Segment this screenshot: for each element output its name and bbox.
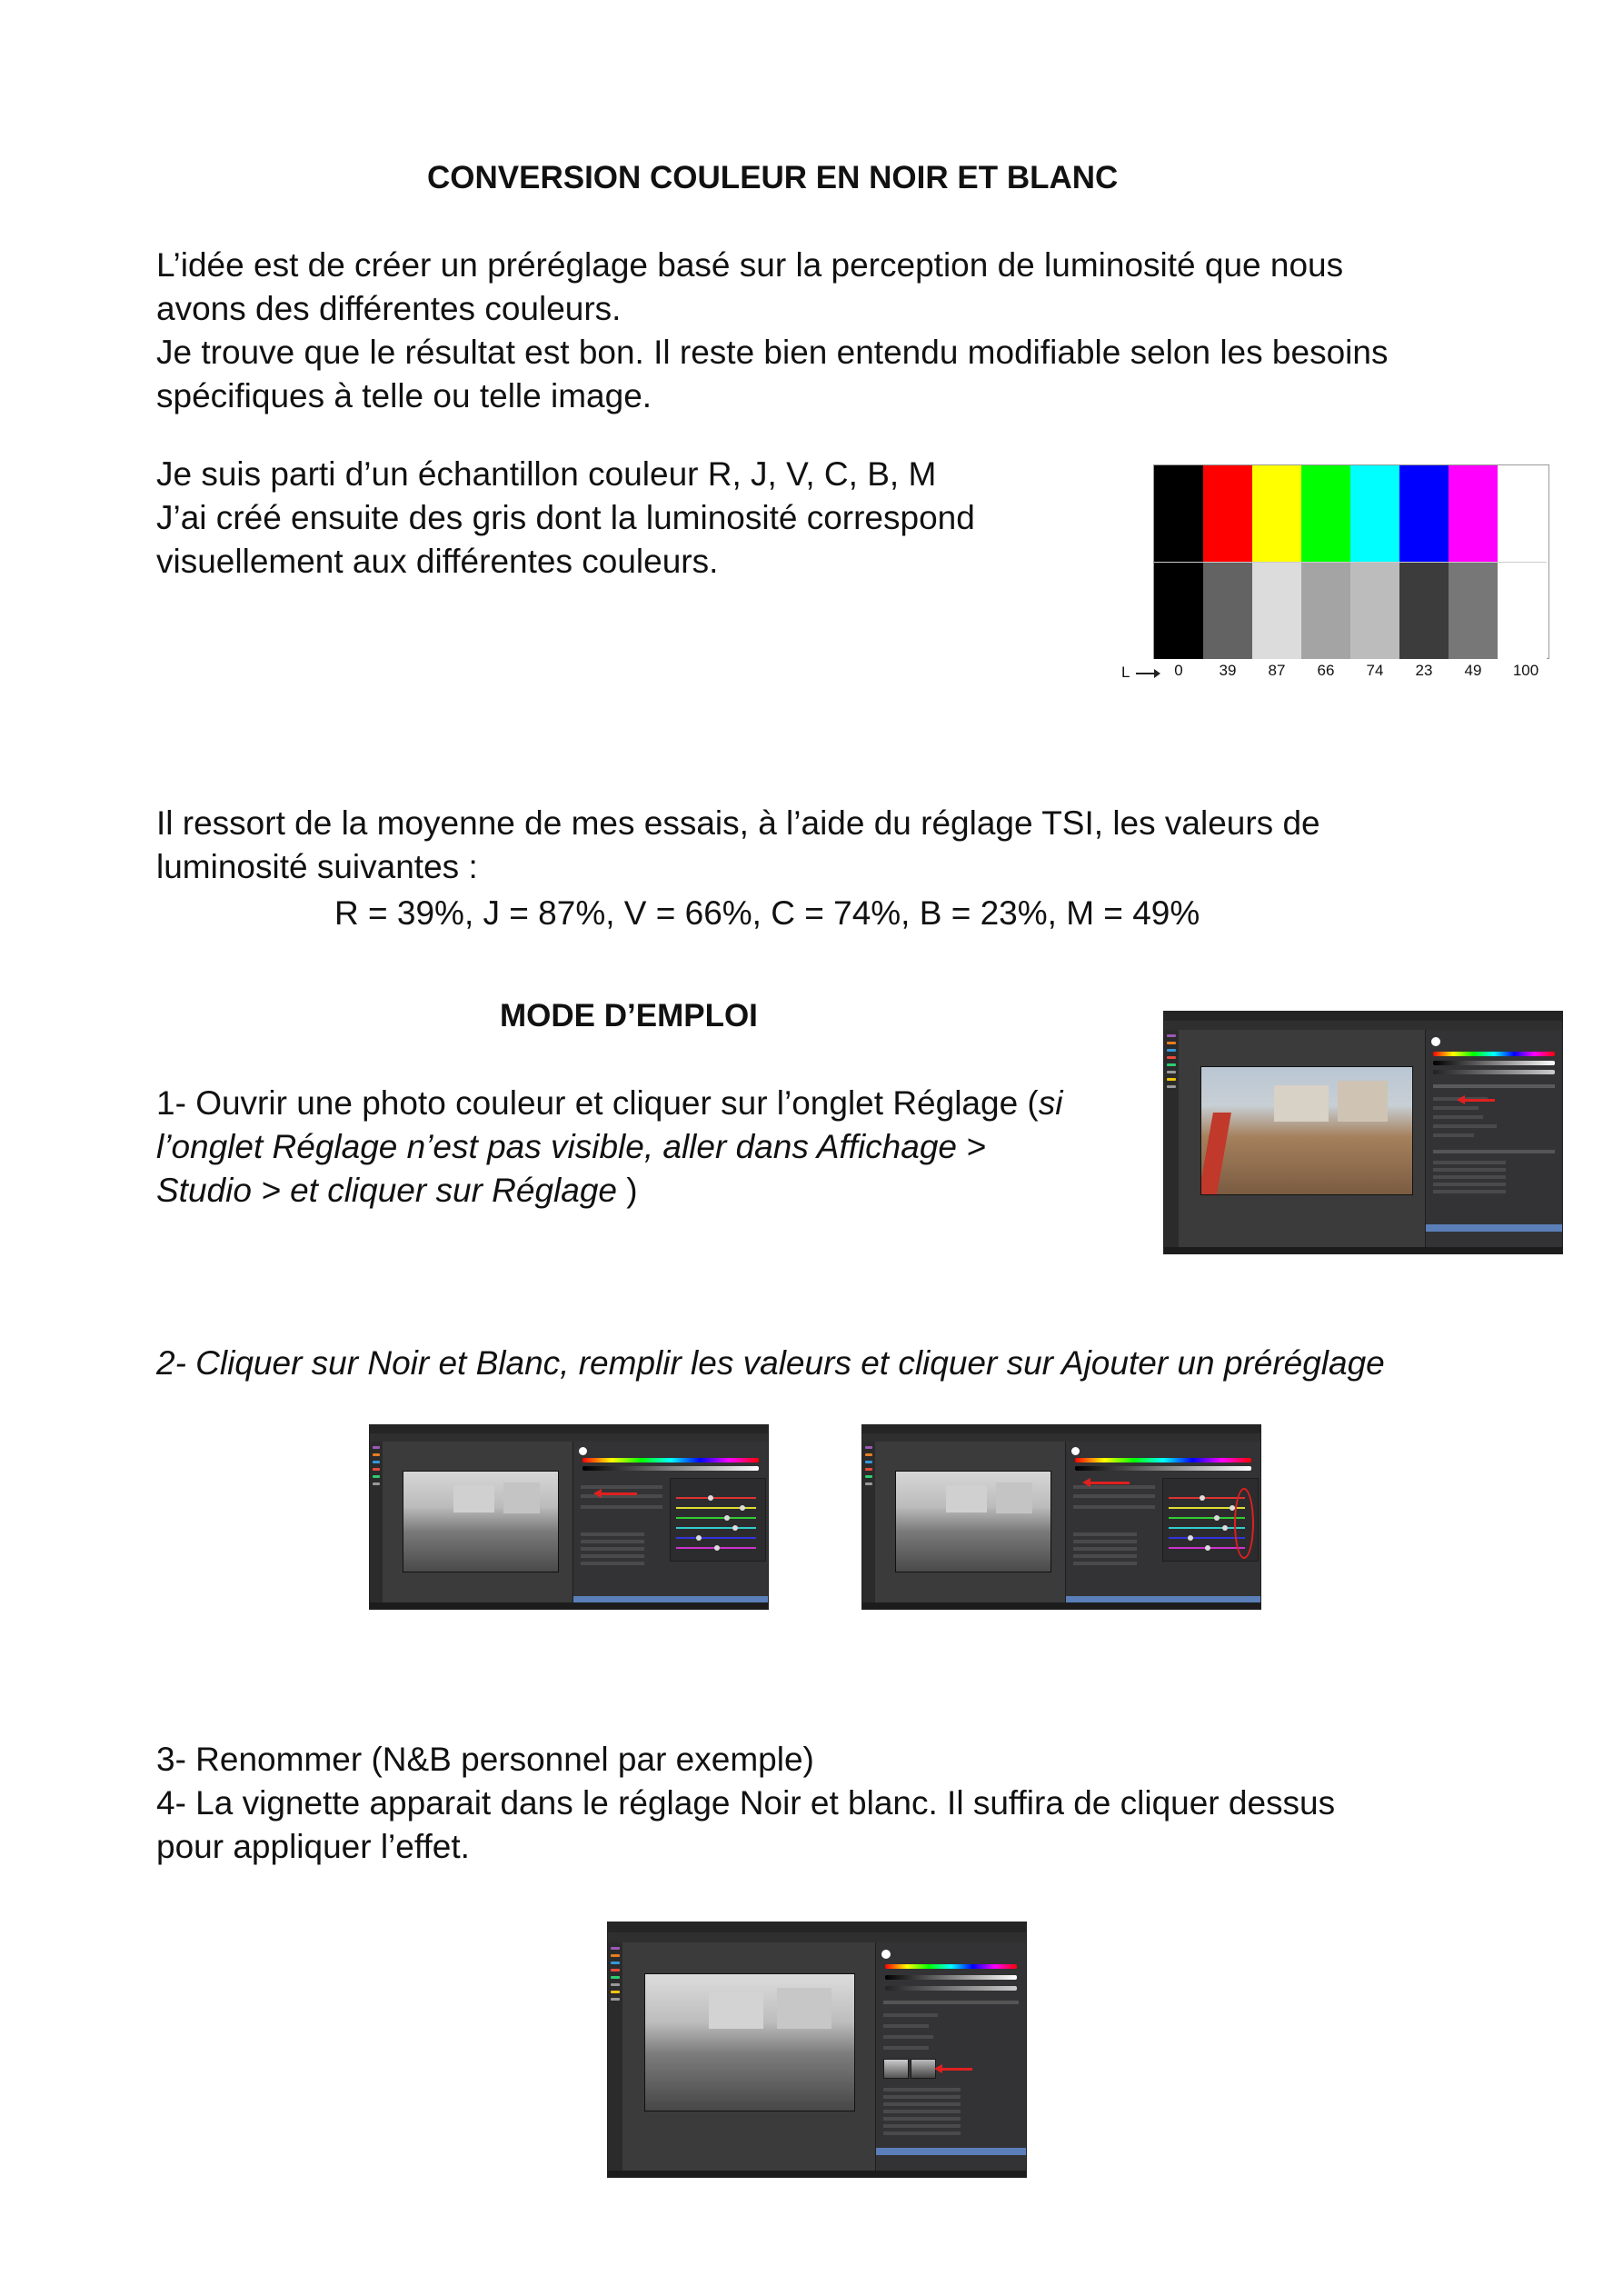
intro-paragraph	[156, 244, 1388, 418]
grey-swatch-3	[1301, 562, 1350, 659]
luminosity-label-6: 49	[1464, 662, 1482, 679]
sample-paragraph	[156, 453, 975, 584]
grey-swatch-2	[1252, 562, 1301, 659]
color-swatch-7	[1498, 465, 1547, 562]
luminosity-label-3: 66	[1317, 662, 1335, 679]
luminosity-axis-label: L	[1121, 664, 1130, 681]
step-4-line-1: 4- La vignette apparait dans le réglage Noir et blanc. Il suffira de cliquer dessus	[156, 1784, 1336, 1822]
results-line-2: luminosité suivantes :	[156, 848, 478, 885]
bw-photo-b	[895, 1471, 1051, 1572]
intro-line-1: L’idée est de créer un préréglage basé sur la perception de luminosité que nous	[156, 246, 1344, 284]
luminosity-label-0: 0	[1174, 662, 1183, 679]
screenshot-step-2a	[369, 1424, 769, 1610]
step-3-text: 3- Renommer (N&B personnel par exemple)	[156, 1741, 814, 1778]
step-2-text: 2- Cliquer sur Noir et Blanc, remplir les valeurs et cliquer sur Ajouter un préréglage	[156, 1344, 1385, 1382]
color-swatch-0	[1154, 465, 1203, 562]
grey-swatch-1	[1203, 562, 1252, 659]
grey-swatch-5	[1399, 562, 1449, 659]
bw-photo-a	[403, 1471, 559, 1572]
sample-line-3: visuellement aux différentes couleurs.	[156, 543, 719, 580]
step-1-italic-2: l’onglet Réglage n’est pas visible, aller dans Affichage >	[156, 1128, 986, 1165]
luminosity-label-1: 39	[1219, 662, 1237, 679]
color-swatch-3	[1301, 465, 1350, 562]
color-swatch-1	[1203, 465, 1252, 562]
step-4-line-2: pour appliquer l’effet.	[156, 1828, 470, 1865]
intro-line-4: spécifiques à telle ou telle image.	[156, 377, 652, 414]
grey-swatch-7	[1498, 562, 1547, 659]
luminosity-label-5: 23	[1415, 662, 1433, 679]
sample-line-1: Je suis parti d’un échantillon couleur R, J, V, C, B, M	[156, 455, 937, 493]
intro-line-2: avons des différentes couleurs.	[156, 290, 622, 327]
page-title: CONVERSION COULEUR EN NOIR ET BLANC	[427, 160, 1119, 195]
results-line-1: Il ressort de la moyenne de mes essais, à l’aide du réglage TSI, les valeurs de	[156, 804, 1320, 842]
color-photo	[1200, 1066, 1413, 1195]
step-1-italic-3: Studio > et cliquer sur Réglage	[156, 1172, 617, 1209]
screenshot-step-4	[607, 1922, 1027, 2178]
axis-arrow-icon	[1136, 673, 1156, 674]
screenshot-step-2b	[861, 1424, 1261, 1610]
grey-swatch-4	[1350, 562, 1399, 659]
step-1-italic-1: si	[1038, 1084, 1063, 1122]
results-paragraph	[156, 802, 1320, 889]
grey-swatch-0	[1154, 562, 1203, 659]
bw-photo-final	[644, 1973, 855, 2111]
mode-emploi-heading: MODE D’EMPLOI	[500, 998, 758, 1033]
luminosity-label-2: 87	[1268, 662, 1286, 679]
screenshot-step-1	[1163, 1011, 1563, 1254]
step-1-text	[156, 1082, 1063, 1213]
step-1-main: Ouvrir une photo couleur et cliquer sur l’onglet Réglage (	[195, 1084, 1039, 1122]
luminosity-label-7: 100	[1512, 662, 1539, 679]
intro-line-3: Je trouve que le résultat est bon. Il reste bien entendu modifiable selon les besoins	[156, 334, 1389, 371]
step-1-number: 1-	[156, 1084, 196, 1122]
color-swatch-6	[1449, 465, 1498, 562]
luminosity-label-4: 74	[1366, 662, 1384, 679]
color-swatch-4	[1350, 465, 1399, 562]
steps-3-4-text	[156, 1738, 1335, 1869]
color-swatch-5	[1399, 465, 1449, 562]
sample-line-2: J’ai créé ensuite des gris dont la luminosité correspond	[156, 499, 975, 536]
luminosity-values: R = 39%, J = 87%, V = 66%, C = 74%, B = 23%, M = 49%	[334, 894, 1200, 932]
step-1-close: )	[617, 1172, 638, 1209]
color-swatch-2	[1252, 465, 1301, 562]
grey-swatch-6	[1449, 562, 1498, 659]
